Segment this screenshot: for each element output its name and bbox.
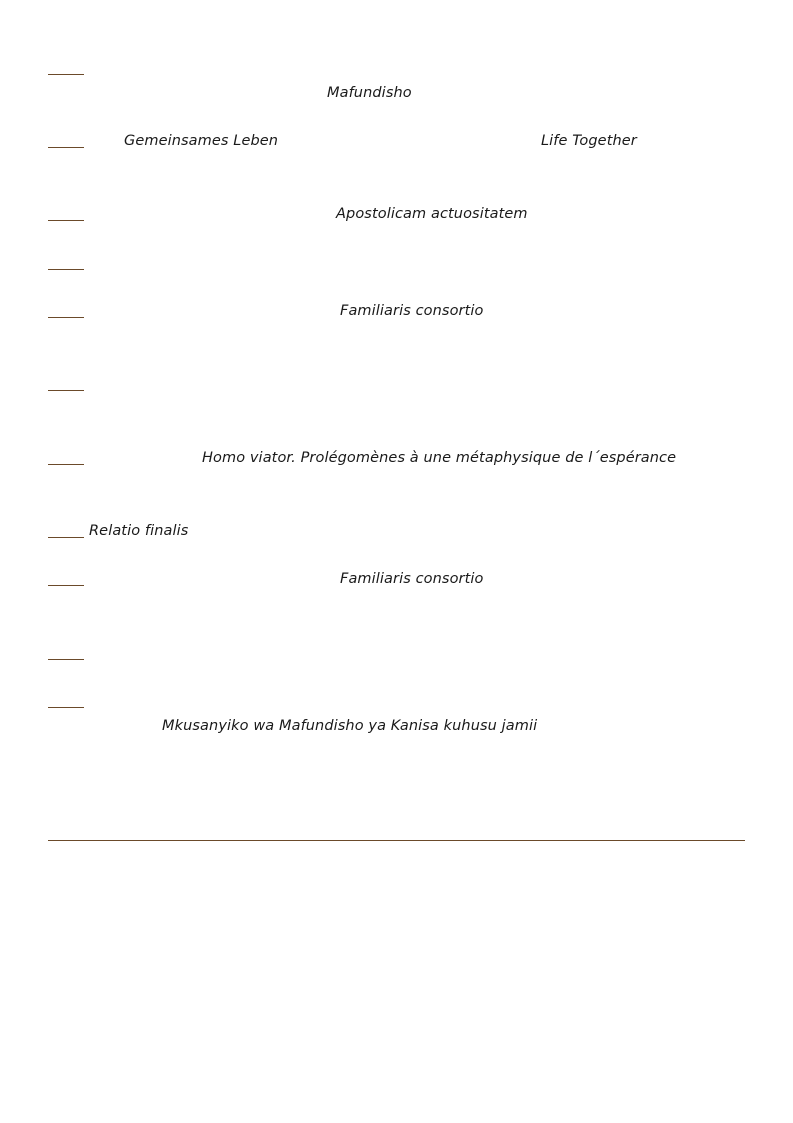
italic-title: Familiaris consortio <box>340 571 484 587</box>
italic-title: Relatio finalis <box>89 523 189 539</box>
footnote-marker <box>48 537 84 538</box>
italic-title: Familiaris consortio <box>340 303 484 319</box>
footnote-marker <box>48 585 84 586</box>
footnote-marker <box>48 317 84 318</box>
italic-title: Gemeinsames Leben <box>124 133 279 149</box>
footer-rule <box>48 840 745 841</box>
italic-title: Mkusanyiko wa Mafundisho ya Kanisa kuhusu jamii <box>162 718 538 734</box>
footnote-marker <box>48 707 84 708</box>
italic-title: Life Together <box>541 133 637 149</box>
footnote-marker <box>48 220 84 221</box>
footnote-marker <box>48 390 84 391</box>
italic-title: Homo viator. Prolégomènes à une métaphysique de l´espérance <box>202 450 677 466</box>
italic-title: Apostolicam actuositatem <box>336 206 528 222</box>
footnote-marker <box>48 464 84 465</box>
italic-title: Mafundisho <box>327 85 412 101</box>
footnote-marker <box>48 269 84 270</box>
footnote-marker <box>48 659 84 660</box>
footnote-marker <box>48 74 84 75</box>
footnote-marker <box>48 147 84 148</box>
